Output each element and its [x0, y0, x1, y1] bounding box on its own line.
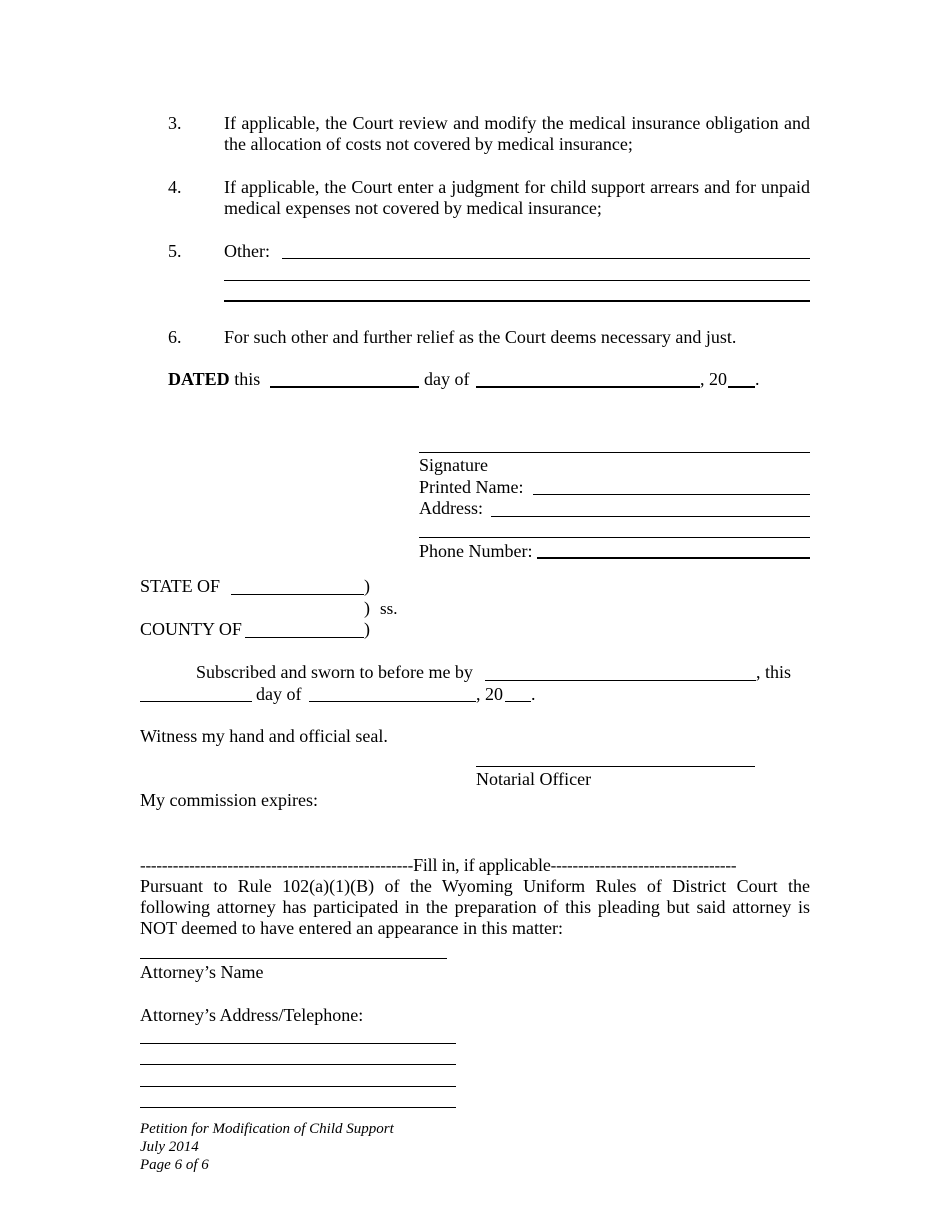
dated-day-of: day of — [424, 369, 470, 389]
notarial-officer-label: Notarial Officer — [476, 769, 592, 789]
printed-name-label: Printed Name: — [419, 477, 524, 497]
printed-name-field[interactable] — [533, 494, 810, 495]
divider-left: -------------------------------------------------- — [140, 856, 414, 875]
other-input-line-2[interactable] — [224, 280, 810, 281]
dated-period: . — [755, 369, 760, 389]
jurat-day-field[interactable] — [140, 701, 252, 702]
affiant-name-field[interactable] — [485, 680, 756, 681]
notary-signature-line[interactable] — [476, 766, 755, 767]
phone-field[interactable] — [537, 557, 810, 559]
attorney-address-field-3[interactable] — [140, 1086, 456, 1087]
ss-label: ss. — [380, 599, 398, 618]
attorney-address-field-4[interactable] — [140, 1107, 456, 1108]
signature-label: Signature — [419, 455, 488, 475]
dated-bold: DATED — [168, 369, 230, 389]
attorney-name-field[interactable] — [140, 958, 447, 959]
footer-date: July 2014 — [140, 1139, 199, 1155]
dated-this: this — [234, 369, 261, 389]
subscribed-text: Subscribed and sworn to before me by — [196, 662, 473, 682]
signature-line[interactable] — [419, 452, 810, 453]
dated-year-prefix: , 20 — [700, 369, 727, 389]
dated-label — [168, 369, 260, 390]
item-6-text: For such other and further relief as the Court deems necessary and just. — [224, 327, 737, 347]
address-field-2[interactable] — [419, 537, 810, 538]
attorney-paragraph: Pursuant to Rule 102(a)(1)(B) of the Wyoming Uniform Rules of District Court the following attorney has participated in the preparation of this pleading but said attorney is NOT deemed to have entered an appearance in this matter: — [140, 876, 810, 938]
ss-paren: ) — [364, 598, 370, 618]
jurat-year-field[interactable] — [505, 701, 531, 702]
item-4-text: If applicable, the Court enter a judgment for child support arrears and for unpaid medical expenses not covered by medical insurance; — [224, 177, 810, 218]
item-5-number: 5. — [168, 241, 182, 261]
address-field-1[interactable] — [491, 516, 810, 517]
county-paren: ) — [364, 619, 370, 639]
state-paren: ) — [364, 576, 370, 596]
attorney-address-field-2[interactable] — [140, 1064, 456, 1065]
item-4-number: 4. — [168, 177, 182, 197]
jurat-year-prefix: , 20 — [476, 684, 503, 704]
county-field[interactable] — [245, 637, 364, 638]
item-3-text: If applicable, the Court review and modify the medical insurance obligation and the allocation of costs not covered by medical insurance; — [224, 113, 810, 154]
attorney-address-field-1[interactable] — [140, 1043, 456, 1044]
state-label: STATE OF — [140, 576, 221, 596]
other-input-line-1[interactable] — [282, 258, 810, 259]
footer-form-title: Petition for Modification of Child Support — [140, 1121, 394, 1137]
other-input-line-3[interactable] — [224, 300, 810, 302]
phone-label: Phone Number: — [419, 541, 533, 561]
item-6-number: 6. — [168, 327, 182, 347]
county-label: COUNTY OF — [140, 619, 242, 639]
dated-year-field[interactable] — [728, 386, 755, 388]
item-3-number: 3. — [168, 113, 182, 133]
attorney-name-label: Attorney’s Name — [140, 962, 264, 982]
jurat-day-of: day of — [256, 684, 302, 704]
attorney-address-label: Attorney’s Address/Telephone: — [140, 1005, 364, 1025]
item-5-other-label: Other: — [224, 241, 270, 261]
commission-expires-label: My commission expires: — [140, 790, 318, 810]
witness-text: Witness my hand and official seal. — [140, 726, 388, 746]
address-label: Address: — [419, 498, 483, 518]
state-field[interactable] — [231, 594, 364, 595]
divider-label: Fill in, if applicable — [413, 855, 551, 875]
jurat-period: . — [531, 684, 536, 704]
dated-month-field[interactable] — [476, 386, 700, 388]
fill-in-divider — [140, 855, 736, 876]
jurat-month-field[interactable] — [309, 701, 476, 702]
footer-page: Page 6 of 6 — [140, 1157, 209, 1173]
dated-day-field[interactable] — [270, 386, 419, 388]
subscribed-this: , this — [756, 662, 792, 682]
divider-right: ---------------------------------- — [550, 856, 737, 875]
